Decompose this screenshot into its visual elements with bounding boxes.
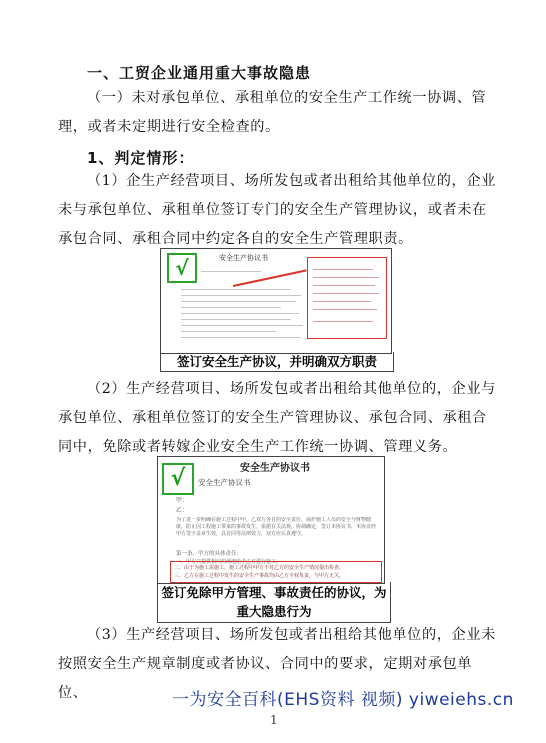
party-a: 甲： — [176, 497, 189, 504]
paragraph-1: （一）未对承包单位、承租单位的安全生产工作统一协调、管理，或者未定期进行安全检查的。 — [58, 90, 487, 135]
paragraph-3: （2）生产经营项目、场所发包或者出租给其他单位的，企业与承包单位、承租单位签订的安全生产管理协议、承包合同、承租合同中，免除或者转嫁企业安全生产工作统一协调、管理义务。 — [58, 381, 496, 455]
party-b: 乙： — [176, 507, 189, 514]
check-mark-icon: √ — [162, 463, 194, 495]
figure-1-caption: 签订安全生产协议，并明确双方职责 — [160, 352, 394, 372]
paragraph-4: （3）生产经营项目、场所发包或者出租给其他单位的，企业未按照安全生产规章制度或者协议、合同中的要求，定期对承包单位、 — [58, 627, 496, 701]
watermark-footer: 一为安全百科(EHS资料 视频) yiweiehs.cn — [172, 690, 514, 710]
section-title: 第一条、甲方的具体责任： — [176, 551, 243, 557]
sub-heading: 1、判定情形： — [87, 149, 195, 167]
clause-2: 二、由于为施工需施工，施工过程中甲方不对乙方的安全生产情况提出检查。 — [174, 565, 345, 571]
clause-3: 三、乙方在施工过程中发生的安全生产事故均由乙方全权负责，与甲方无关。 — [174, 573, 345, 579]
figure-1 — [160, 248, 392, 354]
clause-1: 一、甲方只提供相应的场地给予乙方进行施工。 — [176, 559, 282, 565]
figure-2-caption: 签订免除甲方管理、事故责任的协议，为重大隐患行为 — [157, 582, 391, 623]
figure-2 — [157, 456, 385, 584]
document-subtitle: 安全生产协议书 — [198, 478, 251, 487]
section-heading: 一、工贸企业通用重大事故隐患 — [87, 64, 312, 82]
document-title: 安全生产协议书 — [219, 254, 268, 262]
document-title: 安全生产协议书 — [240, 463, 310, 474]
page-number: 1 — [270, 713, 278, 727]
paragraph-2: （1）企生产经营项目、场所发包或者出租给其他单位的，企业未与承包单位、承租单位签订专门的安全生产管理协议，或者未在承包合同、承租合同中约定各自的安全生产管理职责。 — [58, 173, 496, 247]
agreement-body: 为了进一步明确在施工过程中甲、乙双方各自的安全责任，保护施工人员的安全与财物健康，防止因工程施工带来的事故发生，依据有关法规，协调确定，签订本协议书，本协议经甲方签字盖章生效，具有同等法律效力，双方应认真遵守。 — [176, 517, 376, 537]
check-mark-icon: √ — [167, 253, 197, 283]
